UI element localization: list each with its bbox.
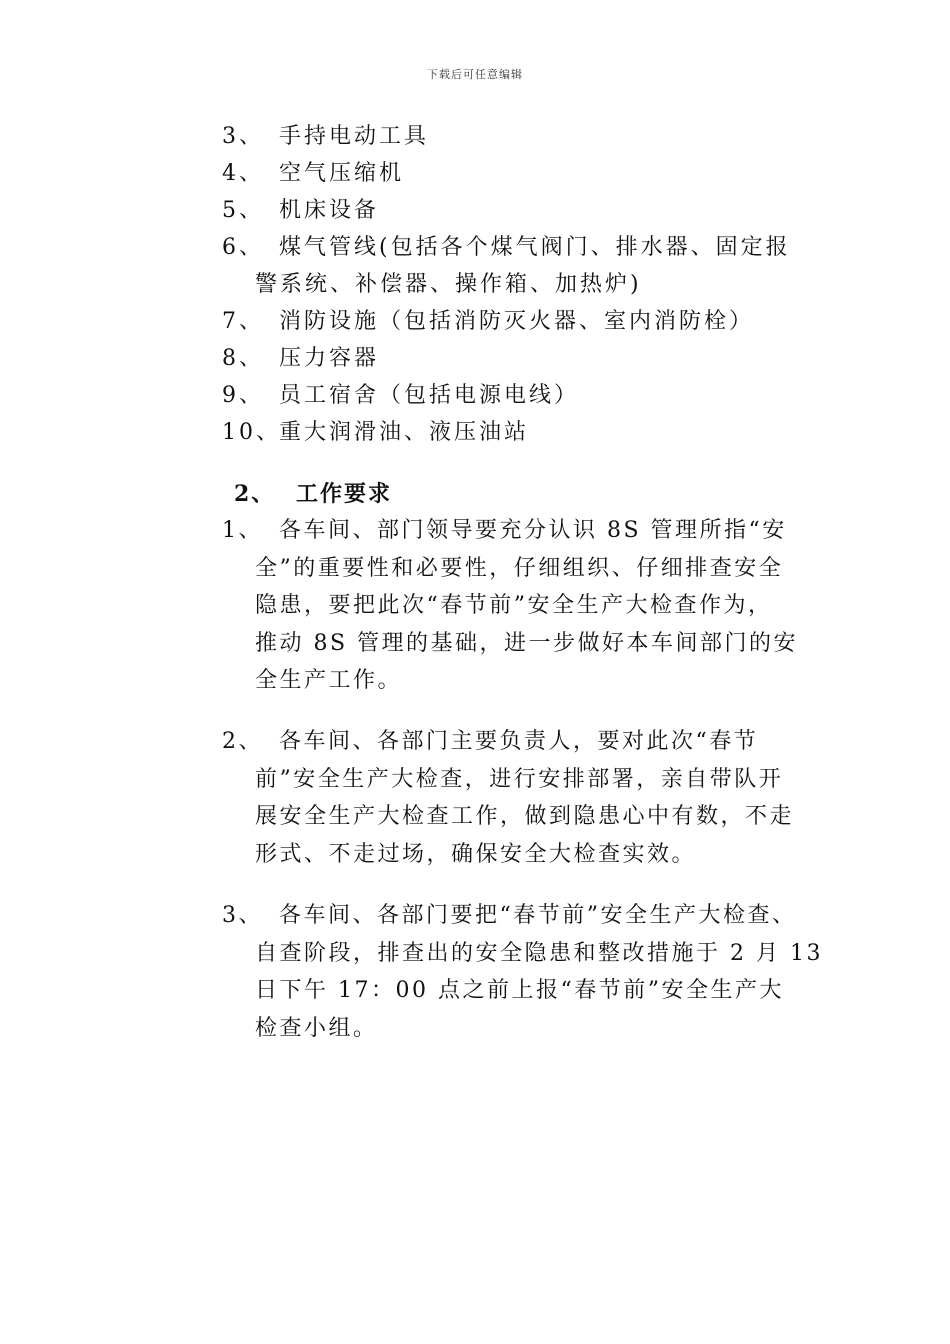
requirement-line: 隐患，要把此次“春节前”安全生产大检查作为， <box>255 593 773 618</box>
requirement-number: 3、 <box>222 903 263 928</box>
list-number: 10、 <box>222 420 281 445</box>
list-item <box>222 229 791 303</box>
list-item <box>222 155 404 192</box>
list-number: 7、 <box>222 309 264 334</box>
list-item <box>222 414 529 451</box>
list-item <box>222 192 379 229</box>
list-item <box>222 118 429 155</box>
list-text: 机床设备 <box>279 198 380 223</box>
list-text: 压力容器 <box>279 346 380 371</box>
requirement-paragraph <box>222 723 794 873</box>
list-text: 手持电动工具 <box>279 124 430 149</box>
requirement-line: 前”安全生产大检查，进行安排部署，亲自带队开 <box>255 766 784 792</box>
list-item <box>222 377 579 414</box>
section-heading <box>234 478 392 510</box>
list-item <box>222 303 754 340</box>
list-number: 9、 <box>222 383 264 408</box>
list-text: 消防设施（包括消防灭火器、室内消防栓） <box>279 309 755 334</box>
section-number: 2、 <box>234 481 276 507</box>
list-number: 8、 <box>222 346 264 371</box>
requirement-paragraph <box>222 897 823 1047</box>
requirement-number: 1、 <box>222 518 263 543</box>
requirement-line: 自查阶段，排查出的安全隐患和整改措施于 2 月 13 <box>255 940 823 966</box>
requirement-line: 各车间、各部门要把“春节前”安全生产大检查、 <box>279 903 797 928</box>
requirement-line: 各车间、各部门主要负责人，要对此次“春节 <box>279 729 759 754</box>
requirement-paragraph <box>222 512 798 700</box>
list-number: 3、 <box>222 124 264 149</box>
header-note: 下载后可任意编辑 <box>427 68 523 81</box>
requirement-line: 全”的重要性和必要性，仔细组织、仔细排查安全 <box>255 555 784 581</box>
list-text: 重大润滑油、液压油站 <box>279 420 530 445</box>
list-item <box>222 340 379 377</box>
requirement-line: 展安全生产大检查工作，做到隐患心中有数，不走 <box>255 804 795 829</box>
list-text: 员工宿舍（包括电源电线） <box>279 383 580 408</box>
requirement-line: 各车间、部门领导要充分认识 8S 管理所指“安 <box>279 518 787 543</box>
list-number: 5、 <box>222 198 264 223</box>
requirement-line: 形式、不走过场，确保安全大检查实效。 <box>255 841 697 867</box>
list-number: 6、 <box>222 235 264 260</box>
requirement-line: 推动 8S 管理的基础，进一步做好本车间部门的安 <box>255 630 799 656</box>
requirement-line: 日下午 17：00 点之前上报“春节前”安全生产大 <box>255 978 784 1003</box>
requirement-line: 全生产工作。 <box>255 668 403 693</box>
section-title: 工作要求 <box>296 481 393 507</box>
list-text: 煤气管线(包括各个煤气阀门、排水器、固定报 <box>279 235 791 260</box>
requirement-number: 2、 <box>222 729 263 754</box>
list-text: 空气压缩机 <box>279 161 405 186</box>
list-text-continuation: 警系统、补偿器、操作箱、加热炉) <box>255 272 642 297</box>
requirement-line: 检查小组。 <box>255 1015 378 1041</box>
list-number: 4、 <box>222 161 264 186</box>
